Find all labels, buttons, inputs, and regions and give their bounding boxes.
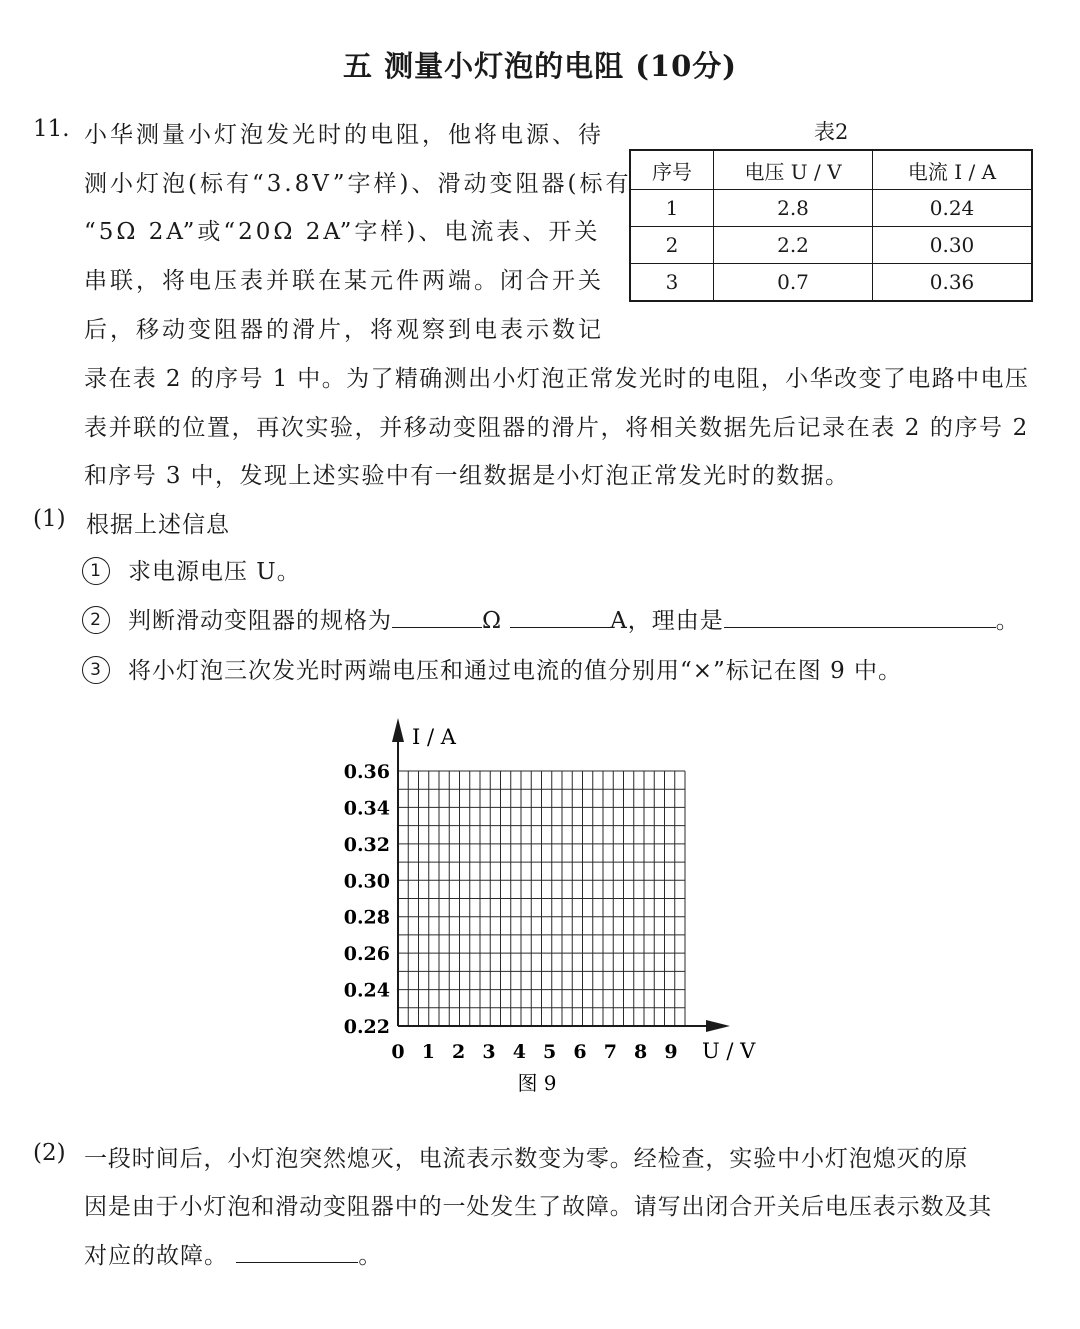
- table-cell: 0.7: [714, 264, 873, 302]
- item-2-end: 。: [995, 608, 1020, 634]
- table-cell: 2.8: [714, 190, 873, 227]
- x-tick-label: 2: [452, 1041, 466, 1063]
- unit-amp-reason: A，理由是: [610, 608, 724, 634]
- figure-caption: 图 9: [517, 1071, 557, 1095]
- part2-line-2: 因是由于小灯泡和滑动变阻器中的一处发生了故障。请写出闭合开关后电压表示数及其: [84, 1194, 993, 1220]
- x-tick-label: 3: [482, 1041, 496, 1063]
- question-line-6: 录在表 2 的序号 1 中。为了精确测出小灯泡正常发光时的电阻，小华改变了电路中电压: [84, 366, 1030, 392]
- circled-number-3: 3: [82, 656, 110, 684]
- question-line-8: 和序号 3 中，发现上述实验中有一组数据是小灯泡正常发光时的数据。: [84, 463, 850, 489]
- table-cell: 0.30: [873, 227, 1033, 264]
- y-tick-label: 0.28: [343, 906, 390, 929]
- y-tick-label: 0.34: [343, 797, 390, 820]
- x-tick-label: 6: [573, 1041, 587, 1063]
- y-tick-label: 0.30: [343, 870, 390, 893]
- chart-axes: [392, 718, 730, 1032]
- question-line-7: 表并联的位置，再次实验，并移动变阻器的滑片，将相关数据先后记录在表 2 的序号 2: [84, 415, 1029, 441]
- question-line-2: 测小灯泡(标有“3.8V”字样)、滑动变阻器(标有: [84, 171, 632, 197]
- y-tick-label: 0.22: [343, 1016, 390, 1038]
- part1-text: 根据上述信息: [86, 512, 230, 538]
- part2-line-3: [84, 1237, 382, 1270]
- y-axis-label: I / A: [412, 725, 456, 749]
- circled-number-2: 2: [82, 606, 110, 634]
- x-axis-label: U / V: [702, 1039, 756, 1063]
- question-line-4: 串联，将电压表并联在某元件两端。闭合开关: [84, 268, 604, 294]
- item-3-text: 将小灯泡三次发光时两端电压和通过电流的值分别用“×”标记在图 9 中。: [128, 658, 903, 684]
- x-tick-label: 4: [512, 1041, 526, 1063]
- item-2-text: 判断滑动变阻器的规格为: [128, 608, 392, 634]
- table-cell: 0.24: [873, 190, 1033, 227]
- x-tick-label: 9: [664, 1041, 678, 1063]
- part1-label: (1): [33, 506, 66, 532]
- section-title: 五 测量小灯泡的电阻 (10分): [343, 49, 737, 83]
- table-header-index: 序号: [630, 150, 714, 190]
- part2-label: (2): [33, 1140, 66, 1166]
- part2-end: 。: [358, 1243, 383, 1269]
- chart-grid: [398, 771, 685, 1026]
- x-tick-label: 1: [421, 1041, 435, 1063]
- y-tick-label: 0.26: [343, 943, 390, 966]
- table-cell: 2.2: [714, 227, 873, 264]
- x-axis-arrow: [706, 1020, 730, 1032]
- question-line-5: 后，移动变阻器的滑片，将观察到电表示数记: [84, 317, 604, 343]
- y-tick-label: 0.24: [343, 979, 390, 1002]
- circled-number-1: 1: [82, 557, 110, 585]
- y-axis-arrow: [392, 718, 404, 742]
- question-number: 11.: [33, 116, 70, 142]
- table-header-current: 电流 I / A: [873, 150, 1033, 190]
- x-tick-label: 0: [391, 1041, 405, 1063]
- y-tick-label: 0.32: [343, 833, 390, 856]
- unit-ohm: Ω: [482, 608, 503, 634]
- y-tick-label: 0.36: [343, 761, 390, 783]
- table-header-voltage: 电压 U / V: [714, 150, 873, 190]
- question-line-1: 小华测量小灯泡发光时的电阻，他将电源、待: [84, 122, 604, 148]
- table-cell: 0.36: [873, 264, 1033, 302]
- table-caption: 表2: [814, 120, 849, 144]
- x-tick-label: 7: [603, 1041, 617, 1063]
- table-cell: 3: [630, 264, 714, 302]
- table-cell: 2: [630, 227, 714, 264]
- part2-line-1: 一段时间后，小灯泡突然熄灭，电流表示数变为零。经检查，实验中小灯泡熄灭的原: [84, 1146, 969, 1172]
- x-tick-label: 5: [543, 1041, 557, 1063]
- answer-blank-fault[interactable]: [236, 1240, 358, 1263]
- part2-line-3-text: 对应的故障。: [84, 1243, 228, 1269]
- question-line-3: “5Ω 2A”或“20Ω 2A”字样)、电流表、开关: [84, 219, 601, 245]
- x-tick-label: 8: [634, 1041, 648, 1063]
- table-cell: 1: [630, 190, 714, 227]
- item-1-text: 求电源电压 U。: [128, 559, 301, 585]
